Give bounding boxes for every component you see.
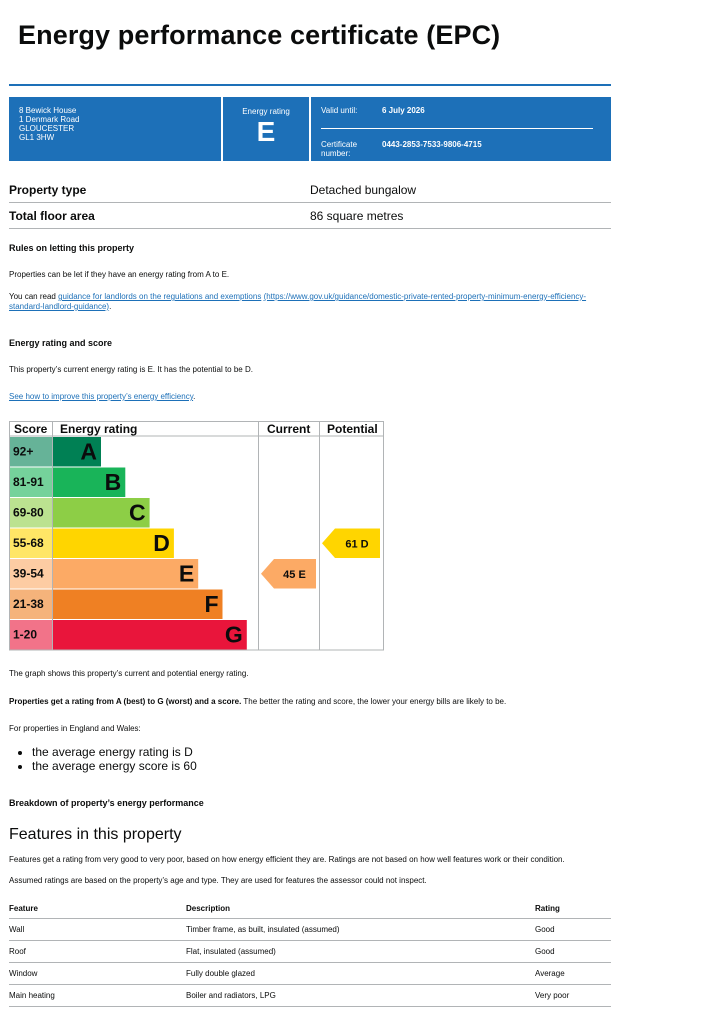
table-row <box>9 941 611 963</box>
chart-header-2: Current <box>267 422 311 436</box>
band-score-label: 81-91 <box>13 474 44 489</box>
column-feature: Feature <box>9 898 186 919</box>
guidance-suffix: . <box>109 302 112 311</box>
rating-explanation-bold: Properties get a rating from A (best) to G (worst) and a score. <box>9 697 242 706</box>
band-letter: F <box>204 590 219 617</box>
address-line: 1 Denmark Road <box>19 115 80 124</box>
valid-until-label: Valid until: <box>321 106 358 115</box>
column-description: Description <box>186 898 535 919</box>
potential-rating-label: 61 D <box>345 538 369 551</box>
rating-cell: Good <box>535 941 611 963</box>
features-paragraph-1: Features get a rating from very good to very poor, based on how energy efficient they are. Ratings are not based on how well features work or their condition. <box>9 855 565 864</box>
rating-explanation-rest: The better the rating and score, the lower your energy bills are likely to be. <box>241 697 507 706</box>
feature-cell: Roof <box>9 941 186 963</box>
address-line: 8 Bewick House <box>19 106 77 115</box>
band-letter: G <box>224 621 243 648</box>
graph-caption: The graph shows this property’s current and potential energy rating. <box>9 669 249 678</box>
features-heading: Features in this property <box>9 826 182 843</box>
energy-rating-label: Energy rating <box>242 107 290 116</box>
table-row <box>9 985 611 1007</box>
band-score-label: 92+ <box>13 444 34 459</box>
landlord-guidance-url[interactable]: (https://www.gov.uk/guidance/domestic-private-rented-property-minimum-energy-efficiency-standard-landlord-guidance) <box>9 292 587 311</box>
table-header-row <box>9 898 611 919</box>
band-score-label: 69-80 <box>13 505 44 520</box>
band-letter: A <box>80 438 97 465</box>
description-cell: Flat, insulated (assumed) <box>186 941 535 963</box>
england-wales-intro: For properties in England and Wales: <box>9 724 141 733</box>
valid-until-value: 6 July 2026 <box>382 106 425 115</box>
landlord-guidance-link[interactable]: guidance for landlords on the regulations and exemptions <box>58 292 262 301</box>
letting-heading: Rules on letting this property <box>9 243 135 253</box>
band-letter: E <box>178 560 195 587</box>
band-score-label: 1-20 <box>13 627 38 642</box>
band-score-label: 21-38 <box>13 596 44 611</box>
guidance-prefix: You can read <box>9 292 59 301</box>
list-item: • the average energy rating is D <box>32 745 197 759</box>
chart-header-0: Score <box>14 422 48 436</box>
certificate-number-label: Certificate number: <box>321 140 358 158</box>
band-bar-G <box>53 620 247 650</box>
table-row <box>9 963 611 985</box>
band-bar-F <box>53 590 223 620</box>
feature-cell: Wall <box>9 919 186 941</box>
features-table <box>9 898 611 1007</box>
floor-area-value: 86 square metres <box>310 208 404 223</box>
average-list <box>14 745 197 773</box>
energy-rating-letter: E <box>256 116 276 147</box>
feature-cell: Window <box>9 963 186 985</box>
table-row <box>9 919 611 941</box>
rating-cell: Very poor <box>535 985 611 1007</box>
rating-cell: Average <box>535 963 611 985</box>
property-type-value: Detached bungalow <box>310 182 417 197</box>
improve-suffix: . <box>193 392 196 401</box>
description-cell: Timber frame, as built, insulated (assumed) <box>186 919 535 941</box>
band-score-label: 55-68 <box>13 535 44 550</box>
improve-efficiency-link[interactable]: See how to improve this property’s energy efficiency <box>9 392 194 401</box>
energy-score-paragraph: This property’s current energy rating is E. It has the potential to be D. <box>9 365 253 374</box>
current-rating-label: 45 E <box>283 568 306 581</box>
floor-area-label: Total floor area <box>9 208 95 223</box>
page-title: Energy performance certificate (EPC) <box>18 20 501 50</box>
rating-explanation <box>9 697 609 707</box>
feature-cell: Main heating <box>9 985 186 1007</box>
rating-cell: Good <box>535 919 611 941</box>
address-line: GL1 3HW <box>19 133 55 142</box>
chart-header-1: Energy rating <box>60 422 138 436</box>
features-paragraph-2: Assumed ratings are based on the property’s age and type. They are used for features the assessor could not inspect. <box>9 876 427 885</box>
chart-header-3: Potential <box>327 422 378 436</box>
property-type-label: Property type <box>9 182 87 197</box>
list-item: • the average energy score is 60 <box>32 759 197 773</box>
band-letter: B <box>104 468 122 495</box>
address-line: GLOUCESTER <box>19 124 75 133</box>
band-letter: C <box>128 499 146 526</box>
letting-paragraph: Properties can be let if they have an energy rating from A to E. <box>9 270 230 279</box>
energy-score-heading: Energy rating and score <box>9 338 113 348</box>
description-cell: Boiler and radiators, LPG <box>186 985 535 1007</box>
band-bar-E <box>53 559 198 589</box>
band-score-label: 39-54 <box>13 566 44 581</box>
column-rating: Rating <box>535 898 611 919</box>
certificate-number-value: 0443-2853-7533-9806-4715 <box>382 140 482 149</box>
band-letter: D <box>153 529 170 556</box>
description-cell: Fully double glazed <box>186 963 535 985</box>
breakdown-heading: Breakdown of property’s energy performance <box>9 798 204 808</box>
